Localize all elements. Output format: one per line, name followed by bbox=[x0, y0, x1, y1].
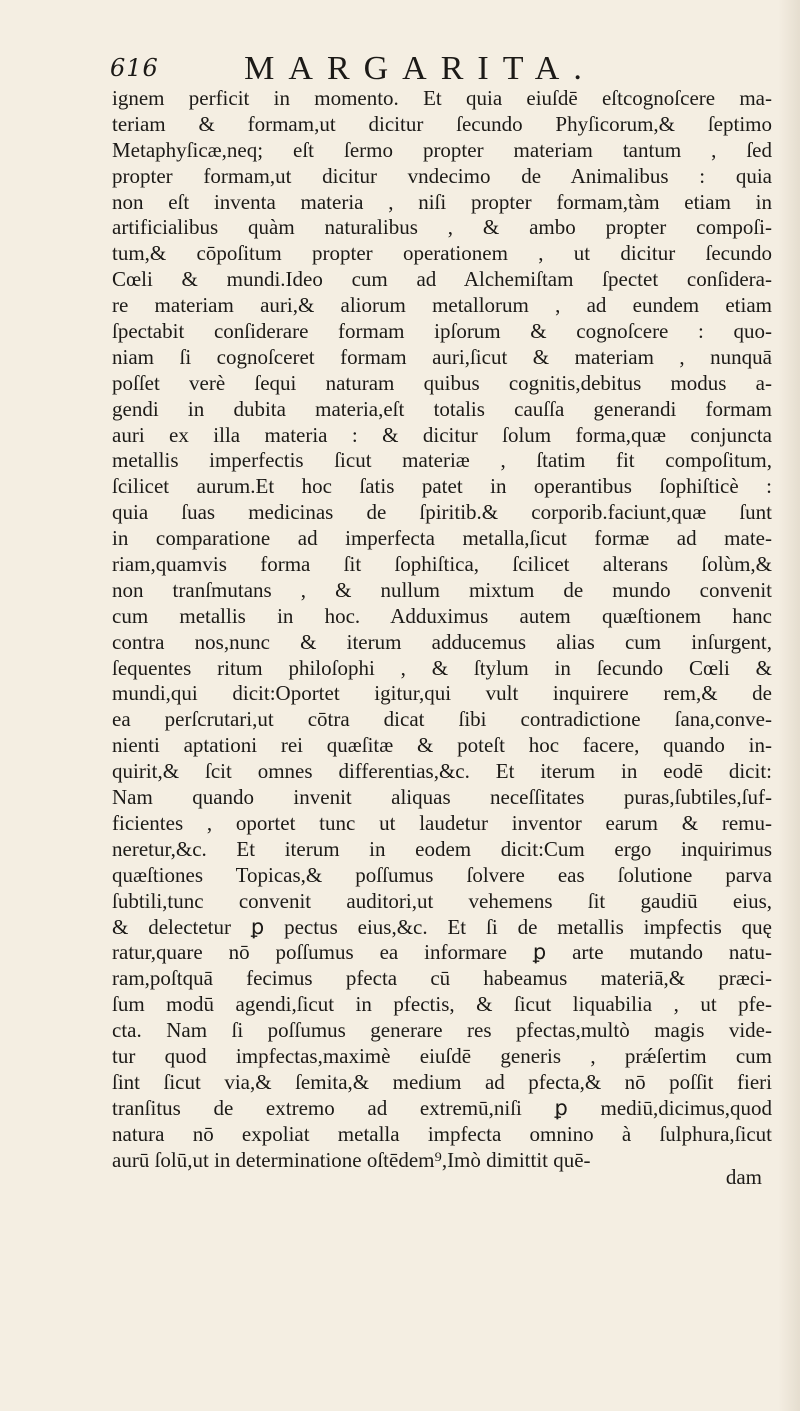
text-line: tranſitus de extremo ad extremū,niſi ꝑ mediū,dicimus,quod bbox=[112, 1095, 772, 1120]
text-line: ratur,quare nō poſſumus ea informare ꝑ arte mutando natu- bbox=[112, 940, 772, 965]
text-line: nienti aptationi rei quæſitæ & poteſt hoc facere, quando in- bbox=[112, 733, 772, 758]
text-line: gendi in dubita materia,eſt totalis cauſſa generandi formam bbox=[112, 396, 772, 421]
body-text bbox=[112, 86, 772, 1173]
text-line: contra nos,nunc & iterum adducemus alias cum inſurgent, bbox=[112, 629, 772, 654]
text-line: quirit,& ſcit omnes differentias,&c. Et iterum in eodē dicit: bbox=[112, 759, 772, 784]
text-line: ram,poſtquā fecimus pfecta cū habeamus materiā,& præci- bbox=[112, 966, 772, 991]
text-line: ficientes , oportet tunc ut laudetur inventor earum & remu- bbox=[112, 810, 772, 835]
text-line: cum metallis in hoc. Adduximus autem quæſtionem hanc bbox=[112, 603, 772, 628]
text-line: poſſet verè ſequi naturam quibus cognitis,debitus modus a- bbox=[112, 370, 772, 395]
text-line: ſint ſicut via,& ſemita,& medium ad pfecta,& nō poſſit fieri bbox=[112, 1069, 772, 1094]
text-line: & delectetur ꝑ pectus eius,&c. Et ſi de metallis impfectis quę bbox=[112, 914, 772, 939]
text-line: non tranſmutans , & nullum mixtum de mundo convenit bbox=[112, 577, 772, 602]
text-line: ſequentes ritum philoſophi , & ſtylum in ſecundo Cœli & bbox=[112, 655, 772, 680]
page-edge-shadow bbox=[778, 0, 800, 1411]
text-line: ea perſcrutari,ut cōtra dicat ſibi contradictione ſana,conve- bbox=[112, 707, 772, 732]
text-line: Metaphyſicæ,neq; eſt ſermo propter materiam tantum , ſed bbox=[112, 137, 772, 162]
text-line: riam,quamvis forma ſit ſophiſtica, ſcilicet alterans ſolùm,& bbox=[112, 552, 772, 577]
text-line: non eſt inventa materia , niſi propter formam,tàm etiam in bbox=[112, 189, 772, 214]
running-head: MARGARITA. bbox=[244, 50, 596, 87]
text-line: cta. Nam ſi poſſumus generare res pfectas,multò magis vide- bbox=[112, 1018, 772, 1043]
text-line: ſubtili,tunc convenit auditori,ut vehemens ſit gaudiū eius, bbox=[112, 888, 772, 913]
text-line: re materiam auri,& aliorum metallorum , ad eundem etiam bbox=[112, 293, 772, 318]
text-line: natura nō expoliat metalla impfecta omnino à ſulphura,ſicut bbox=[112, 1121, 772, 1146]
text-line: ſum modū agendi,ſicut in pfectis, & ſicut liquabilia , ut pfe- bbox=[112, 992, 772, 1017]
text-line: in comparatione ad imperfecta metalla,ſicut formæ ad mate- bbox=[112, 526, 772, 551]
text-line: tum,& cōpoſitum propter operationem , ut dicitur ſecundo bbox=[112, 241, 772, 266]
text-line: quia ſuas medicinas de ſpiritib.& corporib.faciunt,quæ ſunt bbox=[112, 500, 772, 525]
text-line: mundi,qui dicit:Oportet igitur,qui vult inquirere rem,& de bbox=[112, 681, 772, 706]
text-line: ignem perficit in momento. Et quia eiuſdē eſtcognoſcere ma- bbox=[112, 86, 772, 110]
text-line: ſcilicet aurum.Et hoc ſatis patet in operantibus ſophiſticè : bbox=[112, 474, 772, 499]
text-line: Cœli & mundi.Ideo cum ad Alchemiſtam ſpectet conſidera- bbox=[112, 267, 772, 292]
text-line: quæſtiones Topicas,& poſſumus ſolvere eas ſolutione parva bbox=[112, 862, 772, 887]
text-line: teriam & formam,ut dicitur ſecundo Phyſicorum,& ſeptimo bbox=[112, 111, 772, 136]
text-line: ſpectabit conſiderare formam ipſorum & cognoſcere : quo- bbox=[112, 319, 772, 344]
text-line: auri ex illa materia : & dicitur ſolum forma,quæ conjuncta bbox=[112, 422, 772, 447]
text-line: propter formam,ut dicitur vndecimo de Animalibus : quia bbox=[112, 163, 772, 188]
text-line: neretur,&c. Et iterum in eodem dicit:Cum ergo inquirimus bbox=[112, 836, 772, 861]
text-line: artificialibus quàm naturalibus , & ambo propter compoſi- bbox=[112, 215, 772, 240]
page-number: 616 bbox=[110, 54, 159, 82]
text-line: metallis imperfectis ſicut materiæ , ſtatim fit compoſitum, bbox=[112, 448, 772, 473]
text-line: niam ſi cognoſceret formam auri,ſicut & materiam , nunquā bbox=[112, 344, 772, 369]
text-line: tur quod impfectas,maximè eiuſdē generis , prǽſertim cum bbox=[112, 1043, 772, 1068]
text-line: Nam quando invenit aliquas neceſſitates puras,ſubtiles,ſuf- bbox=[112, 785, 772, 810]
page-header bbox=[110, 50, 700, 88]
catchword: dam bbox=[725, 1165, 762, 1189]
text-line: aurū ſolū,ut in determinatione oſtēdem⁹,Imò dimittit quē- bbox=[112, 1147, 591, 1172]
